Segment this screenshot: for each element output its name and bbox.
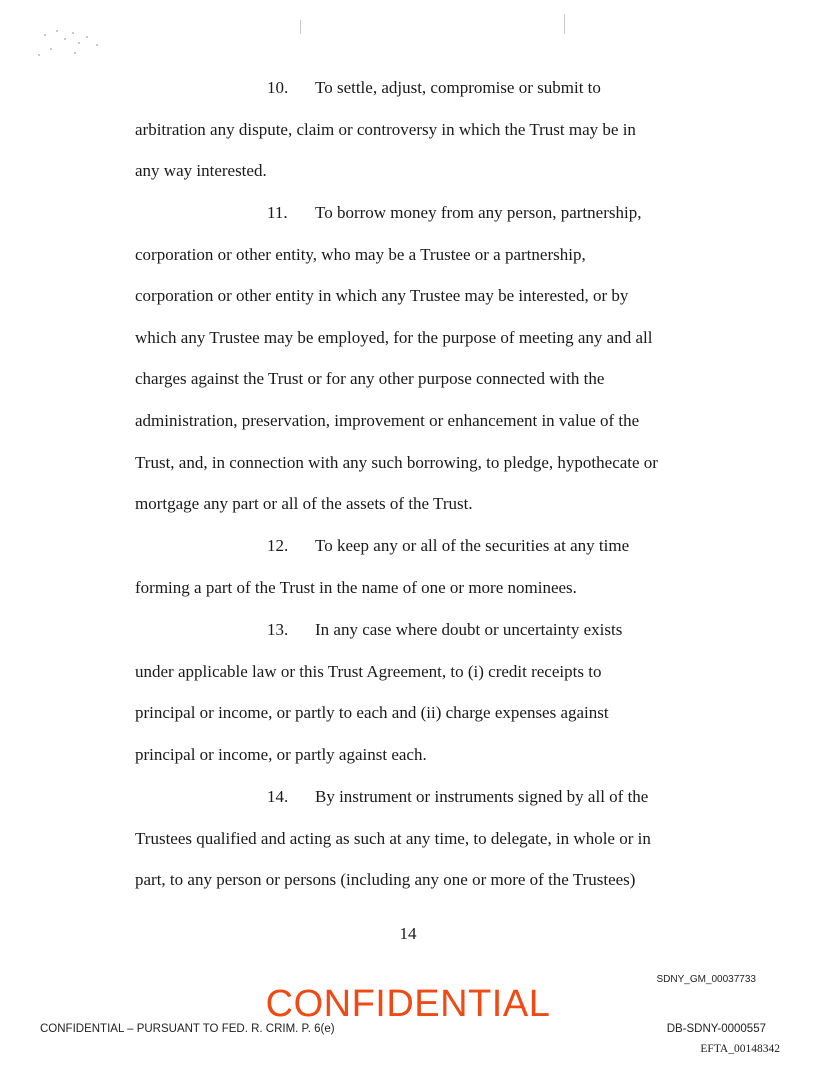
paragraph-line: principal or income, or partly against each. [135, 744, 427, 764]
paragraph-first-line: 14. By instrument or instruments signed by all of the [135, 776, 705, 818]
confidential-stamp: CONFIDENTIAL [265, 983, 551, 1025]
paragraph-first-line: 12. To keep any or all of the securities at any time [135, 525, 705, 567]
paragraph-12 [135, 525, 705, 608]
paragraph-line: corporation or other entity, who may be a Trustee or a partnership, [135, 244, 586, 264]
paragraph-line: part, to any person or persons (including any one or more of the Trustees) [135, 870, 636, 890]
paragraph-first-line: 13. In any case where doubt or uncertainty exists [135, 609, 705, 651]
paragraph-number: 14. [267, 787, 289, 806]
paragraph-line: any way interested. [135, 161, 267, 181]
paragraph-line: forming a part of the Trust in the name of one or more nominees. [135, 577, 577, 597]
paragraph-first-line: 10. To settle, adjust, compromise or submit to [135, 67, 705, 109]
paragraph-number: 13. [267, 620, 289, 639]
paragraph-first-line: 11. To borrow money from any person, partnership, [135, 192, 705, 234]
paragraph-11 [135, 192, 705, 525]
scan-specks [30, 24, 120, 64]
paragraph-number: 12. [267, 536, 289, 555]
paragraph-line: administration, preservation, improvement or enhancement in value of the [135, 410, 640, 430]
bates-number-top: SDNY_GM_00037733 [656, 974, 756, 985]
paragraph-line: mortgage any part or all of the assets of the Trust. [135, 494, 473, 514]
paragraph-line: Trustees qualified and acting as such at any time, to delegate, in whole or in [135, 828, 651, 848]
paragraph-10 [135, 67, 705, 192]
bates-number-footer: DB-SDNY-0000557 [666, 1023, 766, 1035]
paragraph-line: Trust, and, in connection with any such borrowing, to pledge, hypothecate or [135, 452, 658, 472]
paragraph-line: arbitration any dispute, claim or controversy in which the Trust may be in [135, 119, 636, 139]
paragraph-number: 10. [267, 78, 289, 97]
efta-number: EFTA_00148342 [700, 1043, 780, 1055]
scan-mark [564, 14, 565, 34]
paragraph-line: corporation or other entity in which any Trustee may be interested, or by [135, 286, 629, 306]
paragraph-line: under applicable law or this Trust Agreement, to (i) credit receipts to [135, 661, 602, 681]
paragraph-13 [135, 609, 705, 775]
paragraph-line: principal or income, or partly to each and (ii) charge expenses against [135, 703, 609, 723]
paragraph-14 [135, 776, 705, 901]
confidentiality-notice: CONFIDENTIAL – PURSUANT TO FED. R. CRIM. P. 6(e) [40, 1023, 335, 1035]
paragraph-line: which any Trustee may be employed, for the purpose of meeting any and all [135, 327, 653, 347]
scan-mark [300, 20, 301, 34]
paragraph-number: 11. [267, 203, 288, 222]
page-number: 14 [399, 924, 417, 943]
paragraph-line: charges against the Trust or for any other purpose connected with the [135, 369, 605, 389]
